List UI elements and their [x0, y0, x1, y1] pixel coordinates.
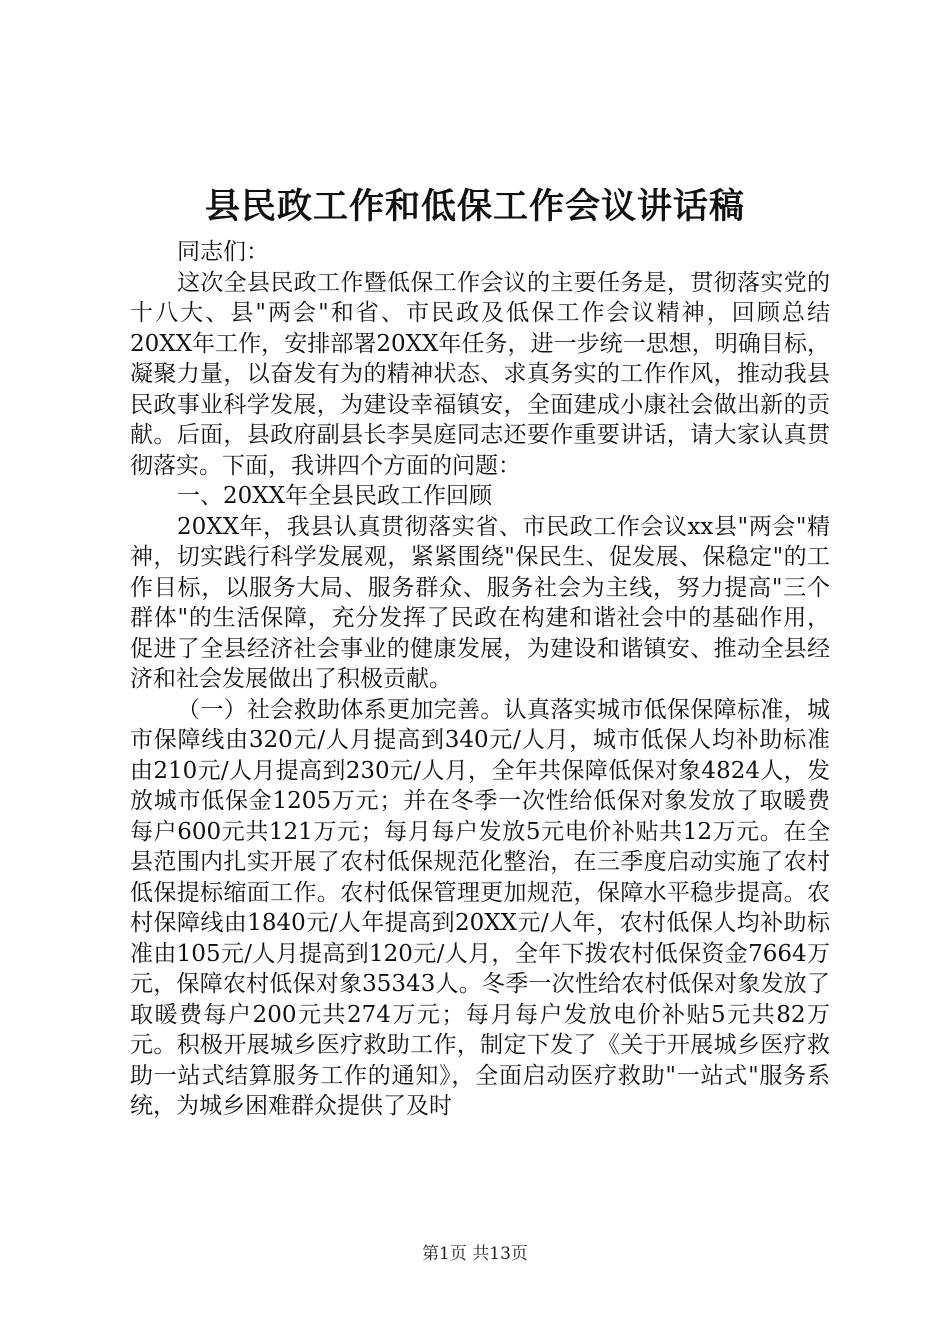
- paragraph-review: 20XX年，我县认真贯彻落实省、市民政工作会议xx县"两会"精神，切实践行科学发展观，紧紧围绕"保民生、促发展、保稳定"的工作目标，以服务大局、服务群众、服务社会为主线，努力提高"三个群体"的生活保障，充分发挥了民政在构建和谐社会中的基础作用，促进了全县经济社会事业的健康发展，为建设和谐镇安、推动全县经济和社会发展做出了积极贡献。: [130, 513, 830, 692]
- salutation: 同志们：: [177, 239, 269, 265]
- paragraph-social-assistance: （一）社会救助体系更加完善。认真落实城市低保保障标准，城市保障线由320元/人月提高到340元/人月，城市低保人均补助标准由210元/人月提高到230元/人月，全年共保障低保对象4824人，发放城市低保金1205万元；并在冬季一次性给低保对象发放了取暖费每户600元共121万元；每月每户发放5元电价补贴共12万元。在全县范围内扎实开展了农村低保规范化整治，在三季度启动实施了农村低保提标缩面工作。农村低保管理更加规范，保障水平稳步提高。农村保障线由1840元/人年提高到20XX元/人年，农村低保人均补助标准由105元/人月提高到120元/人月，全年下拨农村低保资金7664万元，保障农村低保对象35343人。冬季一次性给农村低保对象发放了取暖费每户200元共274万元；每月每户发放电价补贴5元共82万元。积极开展城乡医疗救助工作，制定下发了《关于开展城乡医疗救助一站式结算服务工作的通知》，全面启动医疗救助"一站式"服务系统，为城乡困难群众提供了及时: [130, 696, 830, 1119]
- section-heading: 一、20XX年全县民政工作回顾: [177, 483, 493, 509]
- paragraph-intro: 这次全县民政工作暨低保工作会议的主要任务是，贯彻落实党的十八大、县"两会"和省、市民政及低保工作会议精神，回顾总结20XX年工作，安排部署20XX年任务，进一步统一思想，明确目标，凝聚力量，以奋发有为的精神状态、求真务实的工作作风，推动我县民政事业科学发展，为建设幸福镇安，全面建成小康社会做出新的贡献。后面，县政府副县长李昊庭同志还要作重要讲话，请大家认真贯彻落实。下面，我讲四个方面的问题：: [130, 269, 830, 479]
- document-title: 县民政工作和低保工作会议讲话稿: [204, 186, 745, 227]
- page-number: 第1页 共13页: [422, 1244, 528, 1264]
- document-body: [130, 237, 830, 1122]
